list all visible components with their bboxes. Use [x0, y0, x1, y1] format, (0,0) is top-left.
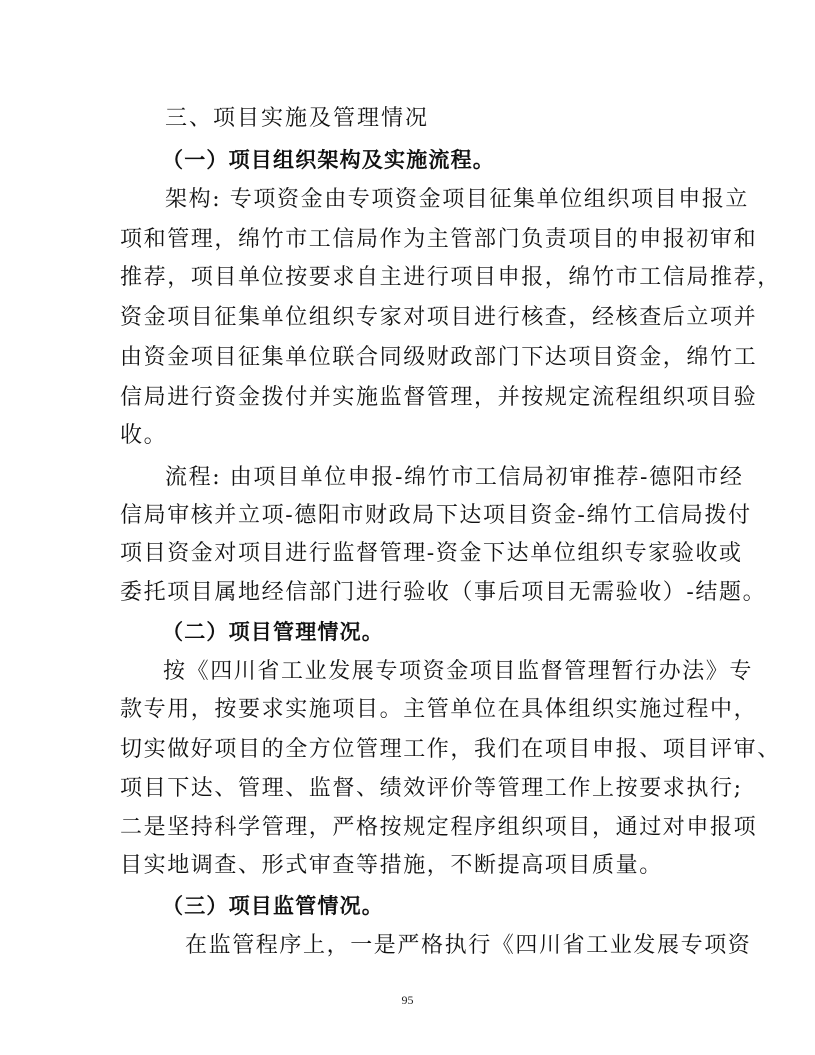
paragraph-line: 资金项目征集单位组织专家对项目进行核查，经核查后立项并: [120, 305, 758, 330]
paragraph-line: 委托项目属地经信部门进行验收（事后项目无需验收）-结题。: [120, 580, 767, 605]
paragraph-line: 项目资金对项目进行监督管理-资金下达单位组织专家验收或: [120, 541, 743, 566]
paragraph-line: 由资金项目征集单位联合同级财政部门下达项目资金，绵竹工: [120, 345, 758, 370]
paragraph-line: 目实地调查、形式审查等措施，不断提高项目质量。: [120, 853, 663, 878]
paragraph-line: 项目下达、管理、监督、绩效评价等管理工作上按要求执行;: [120, 776, 743, 801]
section-title: 三、项目实施及管理情况: [165, 106, 430, 131]
paragraph-line: 架构: 专项资金由专项资金项目征集单位组织项目申报立: [165, 187, 750, 212]
subsection-heading-2: （二）项目管理情况。: [162, 620, 384, 644]
paragraph-line: 流程: 由项目单位申报-绵竹市工信局初审推荐-德阳市经: [165, 465, 744, 490]
paragraph-line: 款专用，按要求实施项目。主管单位在具体组织实施过程中，: [120, 697, 758, 722]
subsection-heading-1: （一）项目组织架构及实施流程。: [162, 148, 495, 172]
paragraph-line: 二是坚持科学管理，严格按规定程序组织项目，通过对申报项: [120, 815, 758, 840]
paragraph-line: 切实做好项目的全方位管理工作，我们在项目申报、项目评审、: [120, 737, 781, 762]
paragraph-line: 项和管理，绵竹市工信局作为主管部门负责项目的申报初审和: [120, 227, 758, 252]
page-number: 95: [401, 993, 414, 1007]
paragraph-line: 在监管程序上，一是严格执行《四川省工业发展专项资: [185, 933, 752, 958]
subsection-heading-3: （三）项目监管情况。: [162, 894, 384, 918]
paragraph-line: 按《四川省工业发展专项资金项目监督管理暂行办法》专: [163, 659, 754, 684]
paragraph-line: 推荐，项目单位按要求自主进行项目申报，绵竹市工信局推荐，: [120, 265, 781, 290]
paragraph-line: 收。: [120, 423, 168, 448]
paragraph-line: 信局进行资金拨付并实施监督管理，并按规定流程组织项目验: [120, 385, 758, 410]
paragraph-line: 信局审核并立项-德阳市财政局下达项目资金-绵竹工信局拨付: [120, 503, 752, 528]
